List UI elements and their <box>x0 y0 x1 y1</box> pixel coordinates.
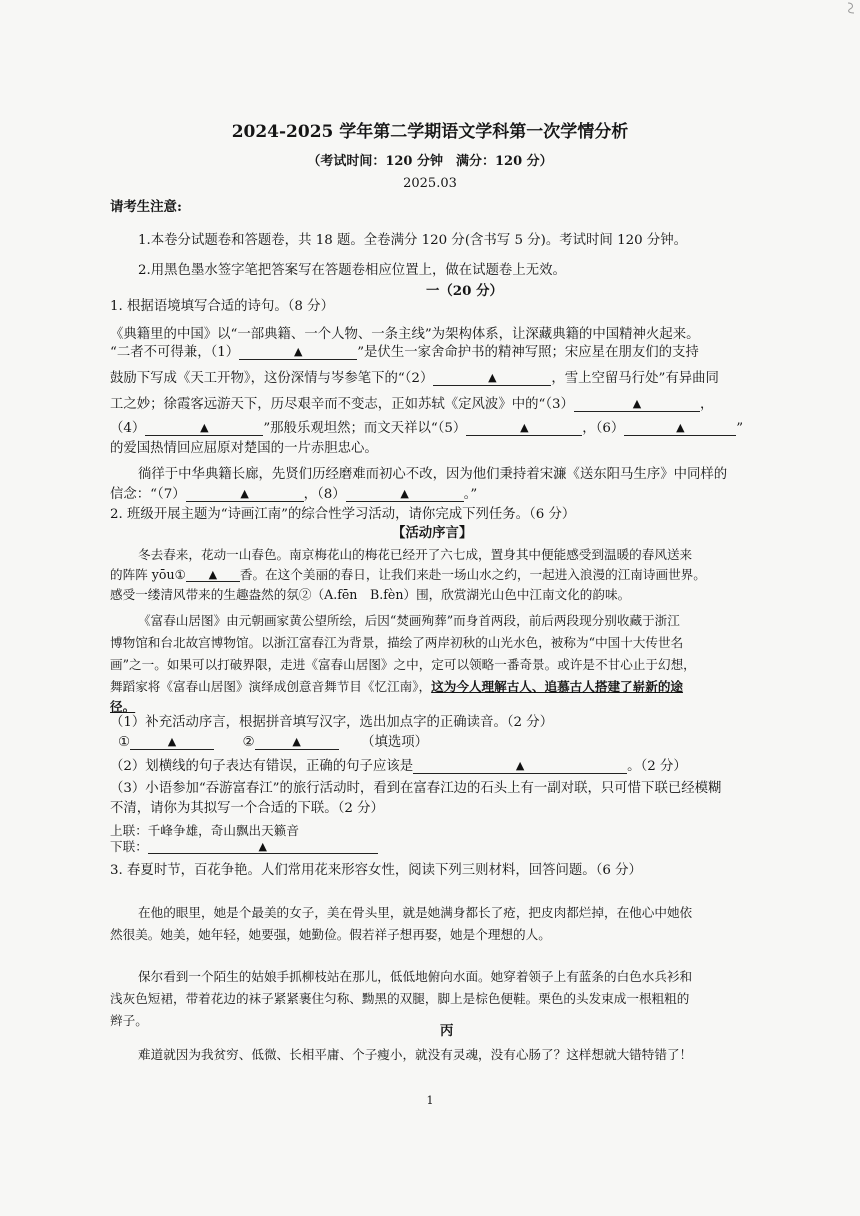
answer-blank-4[interactable] <box>145 420 263 436</box>
text-span: 工之妙；徐霞客远游天下，历尽艰辛而不变志，正如苏轼《定风波》中的“（3） <box>110 397 574 412</box>
text-span: （2）划横线的句子表达有错误，正确的句子应该是 <box>110 759 414 774</box>
notice-item-2: 2.用黑色墨水签字笔把答案写在答题卷相应位置上，做在试题卷上无效。 <box>138 263 566 278</box>
text-span: 鼓励下写成《天工开物》，这份深情与岑参笔下的“（2） <box>110 371 434 386</box>
answer-blank-t1-2[interactable] <box>255 734 339 750</box>
marker-triangle-icon: ▲ <box>208 568 218 581</box>
answer-blank-6[interactable] <box>624 420 736 436</box>
q1-line-7: 徜徉于中华典籍长廊，先贤们历经磨难而初心不改，因为他们秉持着宋濂《送东阳马生序》中同样的 <box>138 467 728 482</box>
marker-triangle-icon: ▲ <box>632 397 642 410</box>
preface-line-2 <box>110 566 706 584</box>
text-span: ， <box>699 397 714 412</box>
exam-date: 2025.03 <box>403 176 457 191</box>
answer-blank-3[interactable] <box>574 396 700 412</box>
preface-line-4: 《富春山居图》由元朝画家黄公望所绘，后因“焚画殉葬”而身首两段，前后两段现分别收藏于浙江 <box>138 613 680 628</box>
marker-triangle-icon: ▲ <box>488 371 497 384</box>
text-span: 舞蹈家将《富春山居图》演绎成创意音舞节目《忆江南》， <box>110 679 432 694</box>
material-c-line-1: 难道就因为我贫穷、低微、长相平庸、个子瘦小，就没有灵魂，没有心肠了？这样想就大错特错了！ <box>138 1047 693 1062</box>
marker-triangle-icon: ▲ <box>200 421 209 434</box>
preface-title: 【活动序言】 <box>392 525 473 541</box>
answer-blank-yu[interactable] <box>186 566 240 582</box>
material-c-label: 丙 <box>440 1023 454 1039</box>
material-a-line-1: 在他的眼里，她是个最美的女子，美在骨头里，就是她满身都长了疮，把皮肉都烂掉，在他心中她依 <box>138 905 693 920</box>
text-span: ② <box>242 735 255 750</box>
section-title: 一（20 分） <box>426 283 503 299</box>
answer-blank-t1-1[interactable] <box>130 734 214 750</box>
marker-triangle-icon: ▲ <box>400 487 409 500</box>
q1-heading: 1. 根据语境填写合适的诗句。（8 分） <box>110 299 334 314</box>
text-span: 。（2 分） <box>627 759 687 774</box>
text-span: ”是伏生一家舍命护书的精神写照；宋应星在朋友们的支持 <box>357 345 699 360</box>
notice-heading: 请考生注意: <box>110 199 182 215</box>
preface-line-6: 画”之一。如果可以打破界限，走进《富春山居图》之中，定可以领略一番奇景。或许是不甘心止于幻想， <box>110 657 696 672</box>
text-span: ① <box>118 735 131 750</box>
marker-triangle-icon: ▲ <box>240 487 249 500</box>
preface-line-3: 感受一缕清风带来的生趣盎然的氛②（A.fēn B.fèn）围，欣赏湖光山色中江南文化的韵味。 <box>110 587 631 602</box>
marker-triangle-icon: ▲ <box>292 735 301 748</box>
preface-line-1: 冬去春来，花动一山春色。南京梅花山的梅花已经开了六七成，置身其中便能感受到温暖的春风送来 <box>138 547 693 562</box>
task-3: （3）小语参加“吞游富春江”的旅行活动时，看到在富春江边的石头上有一副对联，只可惜下联已经模糊 <box>110 781 722 796</box>
q1-line-6: 的爱国热情回应屈原对楚国的一片赤胆忠心。 <box>110 441 378 456</box>
text-span: 信念：“（7） <box>110 487 186 502</box>
text-span: ”那般乐观坦然；而文天祥以“（5） <box>263 421 467 436</box>
task-3-cont: 不清，请你为其拟写一个合适的下联。（2 分） <box>110 801 384 816</box>
answer-blank-7[interactable] <box>186 486 304 502</box>
marker-triangle-icon: ▲ <box>520 421 529 434</box>
couplet-upper: 上联：千峰争雄，奇山飘出天籁音 <box>110 823 299 838</box>
material-b-line-2: 浅灰色短裙，带着花边的袜子紧紧裹住匀称、黝黑的双腿，脚上是棕色便鞋。栗色的头发束成一根粗粗的 <box>110 991 690 1006</box>
text-span: 香。在这个美丽的春日，让我们来赴一场山水之约，一起进入浪漫的江南诗画世界。 <box>239 567 706 582</box>
notice-item-1: 1.本卷分试题卷和答题卷，共 18 题。全卷满分 120 分(含书写 5 分)。考试时间 120 分钟。 <box>138 233 688 248</box>
q1-line-2 <box>110 344 699 362</box>
marker-triangle-icon: ▲ <box>515 759 525 772</box>
underlined-sentence: 这为今人理解古人、追慕古人搭建了崭新的途 <box>431 679 684 694</box>
text-span: ” <box>736 421 744 436</box>
material-a-line-2: 然很美。她美，她年轻，她要强，她勤俭。假若祥子想再娶，她是个理想的人。 <box>110 927 551 942</box>
preface-line-5: 博物馆和台北故宫博物馆。以浙江富春江为背景，描绘了两岸初秋的山光水色，被称为“中国十大传世名 <box>110 635 684 650</box>
page-title: 2024-2025 学年第二学期语文学科第一次学情分析 <box>231 122 629 142</box>
text-span: （填选项） <box>361 735 429 750</box>
q1-line-3 <box>110 370 719 388</box>
q1-line-1: 《典籍里的中国》以“一部典籍、一个人物、一条主线”为架构体系，让深藏典籍的中国精神火起来。 <box>110 327 700 342</box>
exam-info: （考试时间：120 分钟 满分：120 分） <box>307 154 553 169</box>
answer-blank-lower[interactable] <box>148 838 378 854</box>
q1-line-4 <box>110 396 713 414</box>
text-span: 的阵阵 yōu① <box>110 567 186 582</box>
marker-triangle-icon: ▲ <box>258 840 268 853</box>
preface-line-7 <box>110 678 683 696</box>
corner-mark-icon <box>846 2 856 14</box>
answer-blank-1[interactable] <box>239 344 357 360</box>
material-b-line-3: 辫子。 <box>110 1013 148 1028</box>
text-span: 下联： <box>110 839 148 854</box>
text-span: ，（6） <box>582 421 625 436</box>
q2-heading: 2. 班级开展主题为“诗画江南”的综合性学习活动，请你完成下列任务。（6 分） <box>110 507 576 522</box>
task-1: （1）补充活动序言，根据拼音填写汉字，选出加点字的正确读音。（2 分） <box>110 715 554 730</box>
marker-triangle-icon: ▲ <box>167 735 177 748</box>
q1-line-8 <box>110 486 477 504</box>
q1-line-5 <box>110 420 743 438</box>
material-b-line-1: 保尔看到一个陌生的姑娘手抓柳枝站在那儿，低低地俯向水面。她穿着领子上有蓝条的白色水兵衫和 <box>138 969 693 984</box>
couplet-lower <box>110 838 378 856</box>
answer-blank-t2[interactable] <box>413 758 627 774</box>
text-span: “二者不可得兼，（1） <box>110 345 240 360</box>
answer-blank-5[interactable] <box>466 420 582 436</box>
preface-line-8: 径。 <box>110 699 136 714</box>
page-number: 1 <box>426 1094 434 1107</box>
text-span: ，雪上空留马行处”有异曲同 <box>551 371 719 386</box>
text-span: （4） <box>110 421 146 436</box>
task-1-answers <box>118 734 428 752</box>
marker-triangle-icon: ▲ <box>293 345 303 358</box>
answer-blank-2[interactable] <box>433 370 551 386</box>
text-span: 。” <box>463 487 478 502</box>
q3-heading: 3. 春夏时节，百花争艳。人们常用花来形容女性，阅读下列三则材料，回答问题。（6 分） <box>110 863 642 878</box>
answer-blank-8[interactable] <box>346 486 464 502</box>
text-span: ，（8） <box>303 487 346 502</box>
marker-triangle-icon: ▲ <box>676 421 685 434</box>
task-2 <box>110 758 687 776</box>
